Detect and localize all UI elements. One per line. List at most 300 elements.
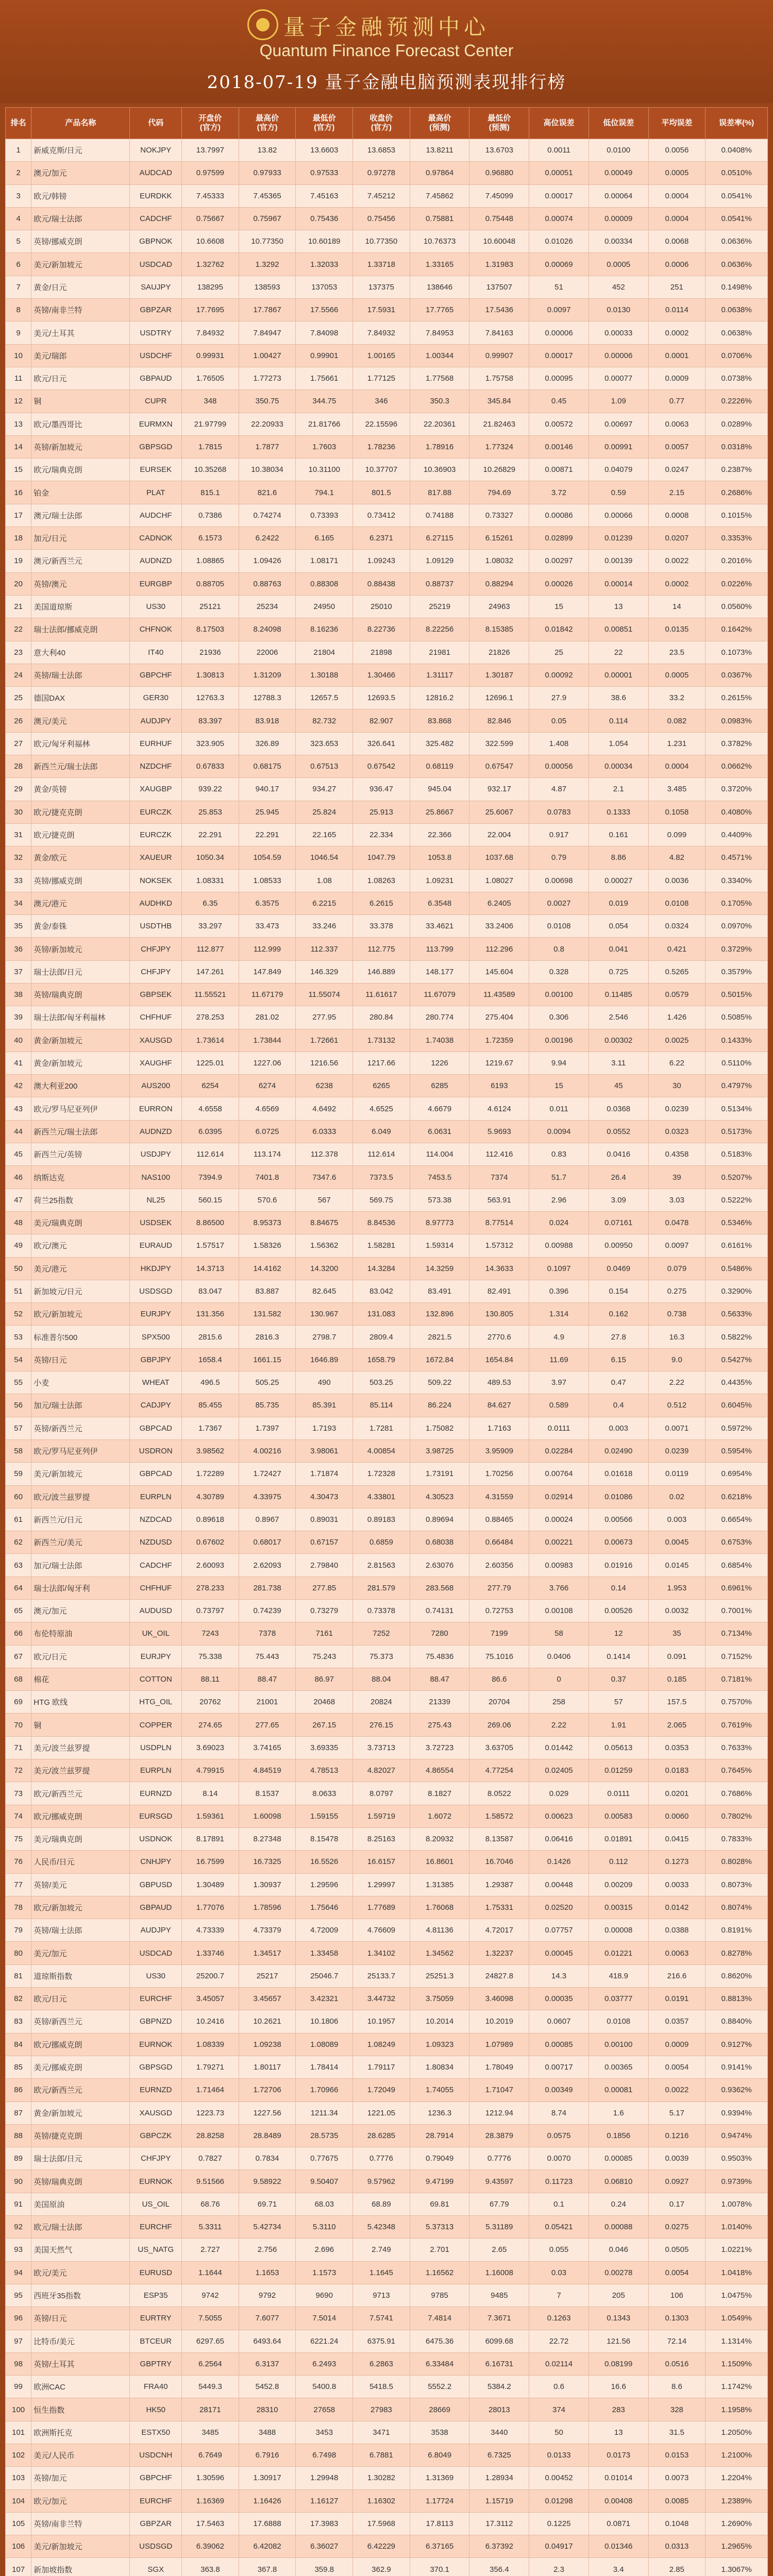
cell-low-error: 26.4 <box>589 1166 648 1189</box>
table-row <box>6 1439 768 1462</box>
cell-close-official: 1.77689 <box>353 1896 410 1919</box>
cell-close-official: 5.42348 <box>353 2216 410 2239</box>
cell-rank: 12 <box>6 390 31 413</box>
cell-high-forecast: 1.78916 <box>410 435 469 458</box>
cell-product-name: 欧元/新西兰元 <box>31 2079 130 2102</box>
cell-high-official: 10.38034 <box>239 459 296 481</box>
cell-avg-error: 0.0579 <box>648 983 705 1006</box>
cell-code: XAUGHF <box>130 1052 182 1074</box>
cell-open-official: 560.15 <box>182 1189 239 1211</box>
cell-low-error: 0.06810 <box>589 2170 648 2193</box>
cell-close-official: 9.57962 <box>353 2170 410 2193</box>
cell-open-official: 75.338 <box>182 1645 239 1668</box>
cell-error-rate: 0.9739% <box>705 2170 768 2193</box>
cell-avg-error: 0.0006 <box>648 253 705 276</box>
cell-product-name: 英镑/瑞典克朗 <box>31 983 130 1006</box>
cell-low-error: 121.56 <box>589 2330 648 2352</box>
cell-high-error: 0.00017 <box>529 344 589 367</box>
cell-low-official: 13.6603 <box>296 139 353 162</box>
cell-error-rate: 1.0475% <box>705 2284 768 2307</box>
cell-high-forecast: 12816.2 <box>410 687 469 709</box>
cell-low-forecast: 489.53 <box>469 1371 529 1394</box>
cell-low-forecast: 12696.1 <box>469 687 529 709</box>
cell-low-forecast: 7.3671 <box>469 2307 529 2330</box>
cell-rank: 57 <box>6 1417 31 1439</box>
cell-rank: 30 <box>6 801 31 823</box>
cell-avg-error: 0.0415 <box>648 1827 705 1850</box>
cell-high-forecast: 1.73191 <box>410 1463 469 1485</box>
cell-close-official: 1.58281 <box>353 1234 410 1257</box>
cell-code: EURAUD <box>130 1234 182 1257</box>
cell-high-error: 0.01298 <box>529 2489 589 2512</box>
cell-close-official: 137375 <box>353 276 410 298</box>
table-row <box>6 1463 768 1485</box>
cell-code: GBPNZD <box>130 2010 182 2033</box>
cell-product-name: 美元/土耳其 <box>31 321 130 344</box>
cell-high-error: 25 <box>529 641 589 664</box>
table-row <box>6 801 768 823</box>
cell-error-rate: 0.0367% <box>705 664 768 686</box>
cell-rank: 29 <box>6 778 31 801</box>
cell-open-official: 6.1573 <box>182 527 239 550</box>
cell-high-forecast: 7.4814 <box>410 2307 469 2330</box>
cell-error-rate: 0.5954% <box>705 1439 768 1462</box>
cell-avg-error: 2.15 <box>648 481 705 504</box>
cell-low-forecast: 67.79 <box>469 2193 529 2215</box>
cell-rank: 96 <box>6 2307 31 2330</box>
cell-high-official: 0.75967 <box>239 207 296 230</box>
table-row <box>6 1531 768 1554</box>
table-header-row <box>6 108 768 139</box>
cell-avg-error: 0.0036 <box>648 869 705 892</box>
cell-rank: 62 <box>6 1531 31 1554</box>
cell-high-error: 0.00623 <box>529 1805 589 1827</box>
cell-low-forecast: 1.71047 <box>469 2079 529 2102</box>
cell-low-error: 0.00408 <box>589 2489 648 2512</box>
cell-high-official: 0.97933 <box>239 162 296 184</box>
cell-low-error: 0.0416 <box>589 1143 648 1166</box>
cell-low-error: 0.11485 <box>589 983 648 1006</box>
table-row <box>6 641 768 664</box>
cell-close-official: 10.1957 <box>353 2010 410 2033</box>
cell-rank: 100 <box>6 2398 31 2421</box>
cell-low-official: 1.16127 <box>296 2489 353 2512</box>
cell-error-rate: 0.7134% <box>705 1622 768 1645</box>
table-row <box>6 732 768 755</box>
cell-high-official: 6.3575 <box>239 892 296 914</box>
cell-low-forecast: 1.77324 <box>469 435 529 458</box>
table-row <box>6 595 768 618</box>
cell-product-name: 英镑/澳元 <box>31 572 130 595</box>
cell-low-forecast: 1.08027 <box>469 869 529 892</box>
cell-close-official: 569.75 <box>353 1189 410 1211</box>
table-row <box>6 1896 768 1919</box>
cell-close-official: 12693.5 <box>353 687 410 709</box>
cell-close-official: 8.0797 <box>353 1782 410 1805</box>
cell-low-forecast: 24963 <box>469 595 529 618</box>
cell-avg-error: 1.953 <box>648 1577 705 1599</box>
cell-low-error: 0.01239 <box>589 527 648 550</box>
center-title-cn: 量子金融预测中心 <box>283 14 490 40</box>
cell-code: USDCAD <box>130 253 182 276</box>
cell-high-error: 0.00196 <box>529 1029 589 1052</box>
cell-low-error: 0.0368 <box>589 1097 648 1120</box>
cell-high-forecast: 6.3548 <box>410 892 469 914</box>
table-row <box>6 184 768 207</box>
cell-avg-error: 31.5 <box>648 2421 705 2444</box>
cell-low-forecast: 145.604 <box>469 960 529 983</box>
cell-low-official: 27658 <box>296 2398 353 2421</box>
cell-code: EURSGD <box>130 1805 182 1827</box>
cell-high-error: 50 <box>529 2421 589 2444</box>
cell-high-official: 7378 <box>239 1622 296 1645</box>
cell-low-error: 0.47 <box>589 1371 648 1394</box>
cell-product-name: 标准普尔500 <box>31 1326 130 1348</box>
cell-high-official: 6.2422 <box>239 527 296 550</box>
cell-high-forecast: 75.4836 <box>410 1645 469 1668</box>
cell-rank: 95 <box>6 2284 31 2307</box>
cell-error-rate: 0.8813% <box>705 1988 768 2010</box>
cell-open-official: 1.7815 <box>182 435 239 458</box>
cell-low-error: 0.00001 <box>589 664 648 686</box>
cell-close-official: 14.3284 <box>353 1257 410 1280</box>
cell-high-forecast: 7453.5 <box>410 1166 469 1189</box>
cell-avg-error: 0.0275 <box>648 2216 705 2239</box>
cell-code: GBPTRY <box>130 2352 182 2375</box>
cell-high-official: 9.58922 <box>239 2170 296 2193</box>
cell-open-official: 16.7599 <box>182 1851 239 1873</box>
cell-rank: 101 <box>6 2421 31 2444</box>
cell-low-forecast: 356.4 <box>469 2558 529 2576</box>
table-row <box>6 960 768 983</box>
cell-high-forecast: 3538 <box>410 2421 469 2444</box>
cell-high-official: 1.09238 <box>239 2033 296 2056</box>
cell-product-name: 瑞士法郎/日元 <box>31 2147 130 2170</box>
cell-high-error: 374 <box>529 2398 589 2421</box>
cell-product-name: 黄金/新加坡元 <box>31 1052 130 1074</box>
table-row <box>6 1577 768 1599</box>
cell-product-name: 纳斯达克 <box>31 1166 130 1189</box>
cell-avg-error: 16.3 <box>648 1326 705 1348</box>
cell-high-error: 0.00146 <box>529 435 589 458</box>
cell-rank: 24 <box>6 664 31 686</box>
table-row <box>6 550 768 572</box>
cell-low-official: 6238 <box>296 1075 353 1097</box>
cell-open-official: 1223.73 <box>182 2102 239 2124</box>
cell-low-forecast: 6193 <box>469 1075 529 1097</box>
cell-code: EURNOK <box>130 2033 182 2056</box>
cell-error-rate: 0.5222% <box>705 1189 768 1211</box>
cell-high-error: 0.00085 <box>529 2033 589 2056</box>
cell-product-name: 美元/波兰兹罗提 <box>31 1736 130 1759</box>
cell-code: GBPSGD <box>130 435 182 458</box>
cell-avg-error: 0.0097 <box>648 1234 705 1257</box>
cell-rank: 73 <box>6 1782 31 1805</box>
cell-low-error: 0.0111 <box>589 1782 648 1805</box>
cell-open-official: 3.69023 <box>182 1736 239 1759</box>
cell-low-error: 38.6 <box>589 687 648 709</box>
cell-open-official: 13.7997 <box>182 139 239 162</box>
cell-high-forecast: 25.8667 <box>410 801 469 823</box>
cell-code: AUDUSD <box>130 1600 182 1622</box>
cell-high-forecast: 4.86554 <box>410 1759 469 1782</box>
cell-open-official: 278.233 <box>182 1577 239 1599</box>
cell-high-error: 0.0094 <box>529 1120 589 1143</box>
cell-low-official: 0.67157 <box>296 1531 353 1554</box>
cell-avg-error: 2.22 <box>648 1371 705 1394</box>
cell-open-official: 278.253 <box>182 1006 239 1029</box>
cell-low-official: 6.2493 <box>296 2352 353 2375</box>
cell-rank: 54 <box>6 1348 31 1371</box>
cell-avg-error: 0.0516 <box>648 2352 705 2375</box>
cell-low-error: 0.01221 <box>589 1942 648 1964</box>
cell-high-forecast: 0.74188 <box>410 504 469 527</box>
cell-product-name: 美元/加元 <box>31 1942 130 1964</box>
cell-high-error: 0.396 <box>529 1280 589 1302</box>
cell-high-official: 1.80117 <box>239 2056 296 2078</box>
cell-high-error: 0.00035 <box>529 1988 589 2010</box>
cell-product-name: 黄金/欧元 <box>31 846 130 869</box>
cell-low-error: 0.00209 <box>589 1873 648 1896</box>
cell-close-official: 9713 <box>353 2284 410 2307</box>
cell-high-official: 1.72427 <box>239 1463 296 1485</box>
cell-rank: 48 <box>6 1211 31 1234</box>
cell-rank: 55 <box>6 1371 31 1394</box>
table-row <box>6 2467 768 2489</box>
cell-code: EURUSD <box>130 2261 182 2284</box>
cell-close-official: 0.7776 <box>353 2147 410 2170</box>
cell-rank: 93 <box>6 2239 31 2261</box>
cell-product-name: 欧元/美元 <box>31 2261 130 2284</box>
cell-error-rate: 0.0560% <box>705 595 768 618</box>
cell-avg-error: 0.0022 <box>648 550 705 572</box>
cell-high-error: 0.011 <box>529 1097 589 1120</box>
cell-product-name: HTG 欧线 <box>31 1691 130 1714</box>
cell-high-error: 0.11723 <box>529 2170 589 2193</box>
cell-high-forecast: 1.80834 <box>410 2056 469 2078</box>
cell-low-official: 10.31100 <box>296 459 353 481</box>
cell-open-official: 1.1644 <box>182 2261 239 2284</box>
cell-low-forecast: 9485 <box>469 2284 529 2307</box>
table-row <box>6 2444 768 2466</box>
cell-high-forecast: 1.33165 <box>410 253 469 276</box>
cell-close-official: 7.84932 <box>353 321 410 344</box>
cell-low-official: 1.08089 <box>296 2033 353 2056</box>
cell-avg-error: 0.099 <box>648 823 705 846</box>
cell-close-official: 21898 <box>353 641 410 664</box>
cell-high-error: 0.1263 <box>529 2307 589 2330</box>
cell-rank: 43 <box>6 1097 31 1120</box>
cell-avg-error: 3.03 <box>648 1189 705 1211</box>
column-header-open-official: 开盘价 (官方) <box>182 108 239 139</box>
cell-low-forecast: 28.3879 <box>469 2124 529 2147</box>
cell-high-error: 0.00074 <box>529 207 589 230</box>
cell-code: EURCZK <box>130 823 182 846</box>
cell-high-official: 1.58326 <box>239 1234 296 1257</box>
cell-avg-error: 1.426 <box>648 1006 705 1029</box>
cell-low-official: 112.378 <box>296 1143 353 1166</box>
cell-high-official: 0.7834 <box>239 2147 296 2170</box>
cell-high-official: 14.4162 <box>239 1257 296 1280</box>
cell-open-official: 6.39062 <box>182 2535 239 2558</box>
cell-open-official: 12763.3 <box>182 687 239 709</box>
cell-high-forecast: 4.81136 <box>410 1919 469 1942</box>
cell-error-rate: 0.9394% <box>705 2102 768 2124</box>
cell-rank: 33 <box>6 869 31 892</box>
column-header-high-error: 高位误差 <box>529 108 589 139</box>
cell-low-forecast: 1654.84 <box>469 1348 529 1371</box>
cell-rank: 40 <box>6 1029 31 1052</box>
cell-open-official: 8.17503 <box>182 618 239 641</box>
cell-avg-error: 0.17 <box>648 2193 705 2215</box>
cell-high-error: 0.0783 <box>529 801 589 823</box>
cell-high-official: 0.68017 <box>239 1531 296 1554</box>
cell-code: EURPLN <box>130 1485 182 1508</box>
table-row <box>6 2193 768 2215</box>
table-row <box>6 1097 768 1120</box>
cell-low-official: 6.7498 <box>296 2444 353 2466</box>
cell-high-official: 1227.56 <box>239 2102 296 2124</box>
cell-code: NOKJPY <box>130 139 182 162</box>
table-row <box>6 367 768 389</box>
cell-close-official: 1.72049 <box>353 2079 410 2102</box>
cell-high-error: 0.00056 <box>529 755 589 778</box>
table-row <box>6 1029 768 1052</box>
cell-error-rate: 0.7152% <box>705 1645 768 1668</box>
cell-rank: 19 <box>6 550 31 572</box>
cell-code: GBPCAD <box>130 1463 182 1485</box>
cell-high-official: 131.582 <box>239 1303 296 1326</box>
cell-high-error: 258 <box>529 1691 589 1714</box>
cell-low-official: 7161 <box>296 1622 353 1645</box>
cell-rank: 26 <box>6 709 31 732</box>
cell-high-error: 0.01026 <box>529 230 589 253</box>
cell-high-forecast: 17.8113 <box>410 2512 469 2535</box>
cell-avg-error: 0.5265 <box>648 960 705 983</box>
cell-open-official: 112.877 <box>182 938 239 960</box>
cell-error-rate: 0.4435% <box>705 1371 768 1394</box>
cell-close-official: 503.25 <box>353 1371 410 1394</box>
cell-low-forecast: 5.31189 <box>469 2216 529 2239</box>
cell-avg-error: 0.0071 <box>648 1417 705 1439</box>
cell-code: XAUGBP <box>130 778 182 801</box>
cell-high-error: 27.9 <box>529 687 589 709</box>
cell-high-error: 0.00006 <box>529 321 589 344</box>
cell-avg-error: 0.0008 <box>648 504 705 527</box>
cell-error-rate: 0.2615% <box>705 687 768 709</box>
cell-low-official: 17.3983 <box>296 2512 353 2535</box>
cell-low-official: 6.165 <box>296 527 353 550</box>
cell-open-official: 4.6558 <box>182 1097 239 1120</box>
table-row <box>6 162 768 184</box>
cell-high-forecast: 9785 <box>410 2284 469 2307</box>
cell-low-forecast: 3.46098 <box>469 1988 529 2010</box>
cell-avg-error: 0.0247 <box>648 459 705 481</box>
cell-avg-error: 106 <box>648 2284 705 2307</box>
cell-close-official: 4.6525 <box>353 1097 410 1120</box>
cell-high-error: 51.7 <box>529 1166 589 1189</box>
cell-code: EURNZD <box>130 1782 182 1805</box>
cell-open-official: 28171 <box>182 2398 239 2421</box>
cell-low-official: 1046.54 <box>296 846 353 869</box>
cell-close-official: 22.15596 <box>353 413 410 435</box>
cell-error-rate: 0.0970% <box>705 915 768 938</box>
cell-high-official: 8.27348 <box>239 1827 296 1850</box>
cell-open-official: 1.30596 <box>182 2467 239 2489</box>
table-row <box>6 664 768 686</box>
cell-open-official: 1.08331 <box>182 869 239 892</box>
cell-high-forecast: 25251.3 <box>410 1964 469 1987</box>
cell-rank: 51 <box>6 1280 31 1302</box>
cell-close-official: 0.73378 <box>353 1600 410 1622</box>
table-row <box>6 1280 768 1302</box>
cell-low-forecast: 3.95909 <box>469 1439 529 1462</box>
cell-avg-error: 0.0009 <box>648 367 705 389</box>
cell-code: COPPER <box>130 1714 182 1736</box>
cell-high-error: 0.328 <box>529 960 589 983</box>
cell-avg-error: 328 <box>648 2398 705 2421</box>
cell-high-official: 11.67179 <box>239 983 296 1006</box>
cell-product-name: 美国道琼斯 <box>31 595 130 618</box>
cell-product-name: 英镑/新西兰元 <box>31 2010 130 2033</box>
cell-low-forecast: 1.15719 <box>469 2489 529 2512</box>
table-row <box>6 2033 768 2056</box>
cell-close-official: 7.5741 <box>353 2307 410 2330</box>
cell-low-official: 1.7193 <box>296 1417 353 1439</box>
cell-rank: 13 <box>6 413 31 435</box>
cell-close-official: 0.75456 <box>353 207 410 230</box>
cell-low-forecast: 7.84163 <box>469 321 529 344</box>
cell-low-error: 0.14 <box>589 1577 648 1599</box>
cell-close-official: 1.16302 <box>353 2489 410 2512</box>
cell-high-error: 0.055 <box>529 2239 589 2261</box>
cell-high-official: 7.6077 <box>239 2307 296 2330</box>
cell-code: CHFJPY <box>130 938 182 960</box>
cell-low-official: 1.29948 <box>296 2467 353 2489</box>
table-row <box>6 1120 768 1143</box>
cell-code: EURPLN <box>130 1759 182 1782</box>
cell-low-forecast: 10.60048 <box>469 230 529 253</box>
cell-high-official: 0.8967 <box>239 1508 296 1531</box>
cell-high-forecast: 325.482 <box>410 732 469 755</box>
cell-low-forecast: 4.77254 <box>469 1759 529 1782</box>
cell-open-official: 1.16369 <box>182 2489 239 2512</box>
cell-open-official: 1.57517 <box>182 1234 239 1257</box>
cell-open-official: 6.2564 <box>182 2352 239 2375</box>
cell-error-rate: 0.3290% <box>705 1280 768 1302</box>
cell-high-official: 1.16426 <box>239 2489 296 2512</box>
cell-open-official: 1.30489 <box>182 1873 239 1896</box>
cell-avg-error: 216.6 <box>648 1964 705 1987</box>
cell-error-rate: 0.2686% <box>705 481 768 504</box>
cell-high-error: 0.06416 <box>529 1827 589 1850</box>
cell-high-official: 0.74239 <box>239 1600 296 1622</box>
cell-close-official: 4.82027 <box>353 1759 410 1782</box>
cell-open-official: 1.76505 <box>182 367 239 389</box>
cell-error-rate: 1.2389% <box>705 2489 768 2512</box>
cell-low-error: 0.01891 <box>589 1827 648 1850</box>
table-row <box>6 1782 768 1805</box>
cell-open-official: 1.32762 <box>182 253 239 276</box>
cell-close-official: 280.84 <box>353 1006 410 1029</box>
cell-code: GBPJPY <box>130 1348 182 1371</box>
cell-close-official: 10.37707 <box>353 459 410 481</box>
cell-high-official: 8.24098 <box>239 618 296 641</box>
cell-high-official: 1.30937 <box>239 1873 296 1896</box>
cell-open-official: 6.35 <box>182 892 239 914</box>
table-row <box>6 1805 768 1827</box>
cell-low-official: 6221.24 <box>296 2330 353 2352</box>
